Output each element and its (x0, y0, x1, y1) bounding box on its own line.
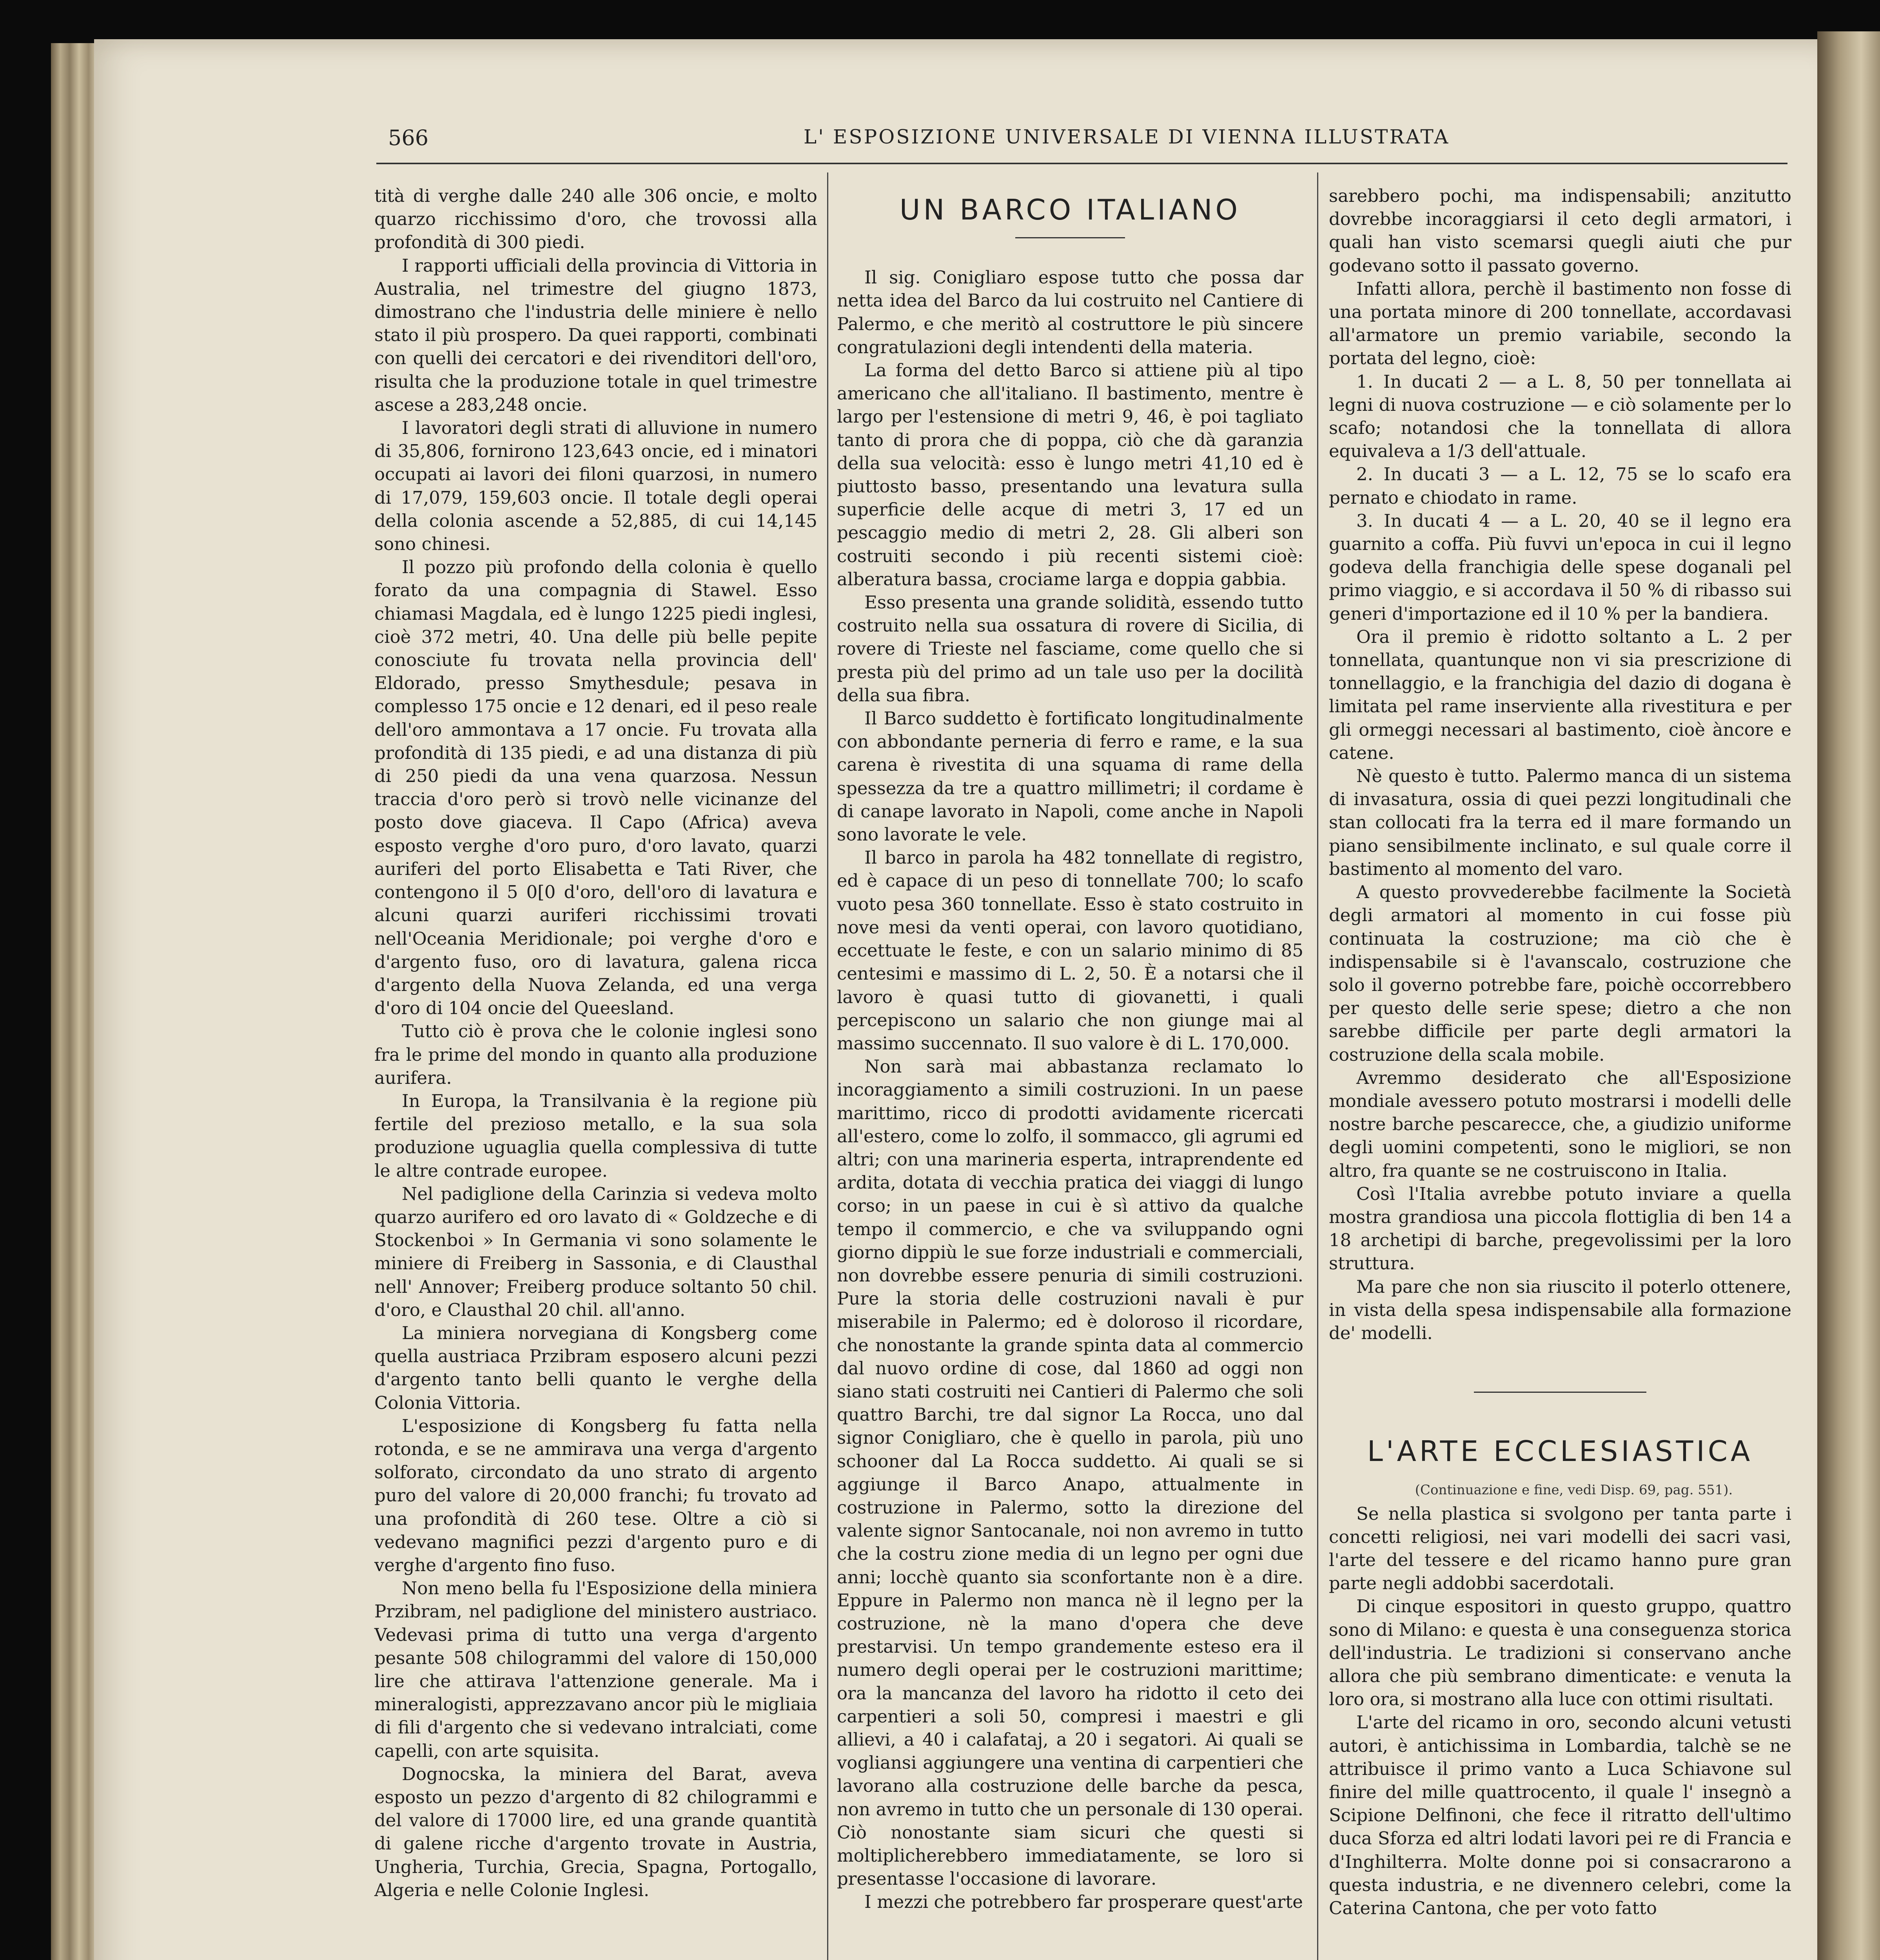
paragraph: 2. In ducati 3 — a L. 12, 75 se lo scafo era pernato e chiodato in rame. (1329, 464, 1791, 508)
facing-page-edge (1817, 31, 1880, 1960)
paragraph: sarebbero pochi, ma indispensabili; anzitutto dovrebbe incoraggiarsi il ceto degli armatori, i quali han visto scemarsi quegli aiuti che pur godevano sotto il passato governo. (1329, 185, 1791, 276)
paragraph: Esso presenta una grande solidità, essendo tutto costruito nella sua ossatura di rovere di Sicilia, di rovere di Trieste nel fasciame, come quello che si presta più del primo ad un tale uso per la docilità della sua fibra. (837, 592, 1303, 706)
paragraph: Infatti allora, perchè il bastimento non fosse di una portata minore di 200 tonnellate, accordavasi all'armatore un premio variabile, secondo la portata del legno, cioè: (1329, 278, 1791, 369)
column-2 (837, 184, 1303, 1914)
column-divider (827, 172, 828, 1960)
paragraph: Dognocska, la miniera del Barat, aveva esposto un pezzo d'argento di 82 chilogrammi e del valore di 17000 lire, ed una grande quantità di galene ricche d'argento trovate in Austria, Ungheria, Turchia, Grecia, Spagna, Portogallo, Algeria e nelle Colonie Inglesi. (374, 1763, 817, 1900)
paragraph: tità di verghe dalle 240 alle 306 oncie, e molto quarzo ricchissimo d'oro, che trovossi alla profondità di 300 piedi. (374, 185, 817, 253)
paragraph: Così l'Italia avrebbe potuto inviare a quella mostra grandiosa una piccola flottiglia di ben 14 a 18 archetipi di barche, pregevolissimi per la loro struttura. (1329, 1183, 1791, 1274)
paragraph: Ma pare che non sia riuscito il poterlo ottenere, in vista della spesa indispensabile alla formazione de' modelli. (1329, 1276, 1791, 1343)
paragraph: Ora il premio è ridotto soltanto a L. 2 per tonnellata, quantunque non vi sia prescrizione di tonnellaggio, e la franchigia del dazio di dogana è limitata pel rame inserviente alla rivestitura e per gli ormeggi necessari al bastimento, cioè àncore e catene. (1329, 626, 1791, 763)
section-rule (1474, 1392, 1646, 1393)
column-1 (374, 184, 817, 1960)
page-number: 566 (388, 125, 429, 150)
paragraph: Il sig. Conigliaro espose tutto che possa dar netta idea del Barco da lui costruito nel Cantiere di Palermo, e che meritò al costruttore le più sincere congratulazioni degli intendenti della materia. (837, 267, 1303, 358)
paragraph: L'arte del ricamo in oro, secondo alcuni vetusti autori, è antichissima in Lombardia, talchè se ne attribuisce il primo vanto a Luca Schiavone sul finire del mille quattrocento, il quale l' insegnò a Scipione Delfinoni, che fece il ritratto dell'ultimo duca Sforza ed altri lodati lavori pei re di Francia e d'Inghilterra. Molte donne poi si consacrarono a questa industria, e ne divennero celebri, come la Caterina Cantona, che per voto fatto (1329, 1712, 1791, 1919)
paragraph: Non meno bella fu l'Esposizione della miniera Przibram, nel padiglione del ministero austriaco. Vedevasi prima di tutto una verga d'argento pesante 508 chilogrammi del valore di 150,000 lire che attirava l'attenzione generale. Ma i mineralogisti, apprezzavano ancor più le migliaia di fili d'argento che si vedevano intralciati, come capelli, con arte squisita. (374, 1578, 817, 1761)
continuation-note: (Continuazione e fine, vedi Disp. 69, pag. 551). (1415, 1482, 1733, 1498)
paragraph: 3. In ducati 4 — a L. 20, 40 se il legno era guarnito a coffa. Più fuvvi un'epoca in cui il legno godeva della franchigia delle spese doganali pel primo viaggio, e si accordava il 50 % di ribasso sui generi d'importazione ed il 10 % per la bandiera. (1329, 510, 1791, 624)
column-3 (1329, 184, 1791, 1920)
paragraph: Non sarà mai abbastanza reclamato lo incoraggiamento a simili costruzioni. In un paese marittimo, ricco di prodotti avidamente ricercati all'estero, come lo zolfo, il sommacco, gli agrumi ed altri; con una marineria esperta, intraprendente ed ardita, dotata di vecchia pratica dei viaggi di lungo corso; in un paese in cui è sì attivo da qualche tempo il commercio, e che va sviluppando ogni giorno dippiù le sue forze industriali e commerciali, non dovrebbe essere penuria di simili costruzioni. Pure la storia delle costruzioni navali è pur miserabile in Palermo; ed è doloroso il ricordare, che nonostante la grande spinta data al commercio dal nuovo ordine di cose, dal 1860 ad oggi non siano stati costruiti nei Cantieri di Palermo che soli quattro Barchi, tre dal signor La Rocca, uno dal signor Conigliaro, che è quello in parola, più uno schooner dal La Rocca suddetto. Ai quali se si aggiunge il Barco Anapo, attualmente in costruzione in Palermo, sotto la direzione del valente signor Santocanale, noi non avremo in tutto che la costru zione media di un legno per ogni due anni; locchè quanto sia sconfortante non è a dire. Eppure in Palermo non manca nè il legno per la costruzione, nè la mano d'opera che deve prestarvisi. Un tempo grandemente esteso era il numero degli operai per le costruzioni marittime; ora la mancanza del lavoro ha ridotto il ceto dei carpentieri a soli 50, compresi i maestri e gli allievi, a 40 i calafataj, a 20 i segatori. Ai quali se vogliansi aggiungere una ventina di carpentieri che lavorano alla costruzione delle barche da pesca, non avremo in tutto che un personale di 130 operai. Ciò nonostante siam sicuri che questi si moltiplicherebbero immediatamente, se loro si presentasse l'occasione di lavorare. (837, 1056, 1303, 1889)
paragraph: Se nella plastica si svolgono per tanta parte i concetti religiosi, nei vari modelli dei sacri vasi, l'arte del tessere e del ricamo hanno pure gran parte negli addobbi sacerdotali. (1329, 1503, 1791, 1594)
section-title: L'ARTE ECCLESIASTICA (1367, 1435, 1753, 1468)
paragraph: Avremmo desiderato che all'Esposizione mondiale avessero potuto mostrarsi i modelli delle nostre barche pescarecce, che, a giudizio uniforme degli uomini competenti, sono le migliori, se non altro, fra quante se ne costruiscono in Italia. (1329, 1067, 1791, 1181)
paragraph: I mezzi che potrebbero far prosperare quest'arte (864, 1891, 1303, 1913)
paragraph: Tutto ciò è prova che le colonie inglesi sono fra le prime del mondo in quanto alla produzione aurifera. (374, 1021, 817, 1088)
paragraph: Di cinque espositori in questo gruppo, quattro sono di Milano: e questa è una conseguenza storica dell'industria. Le tradizioni si conservano anche allora che più sembrano dimenticate: e venuta la loro ora, si mostrano alla luce con ottimi risultati. (1329, 1596, 1791, 1710)
paragraph: 1. In ducati 2 — a L. 8, 50 per tonnellata ai legni di nuova costruzione — e ciò solamente per lo scafo; notandosi che la tonnellata di allora equivaleva a 1/3 dell'attuale. (1329, 371, 1791, 462)
book-edge (51, 43, 98, 1960)
paragraph: I rapporti ufficiali della provincia di Vittoria in Australia, nel trimestre del giugno 1873, dimostrano che l'industria delle miniere è nello stato il più prospero. Da quei rapporti, combinati con quelli dei cercatori e dei rivenditori dell'oro, risulta che la produzione totale in quel trimestre ascese a 283,248 oncie. (374, 255, 817, 415)
paragraph: A questo provvederebbe facilmente la Società degli armatori al momento in cui fosse più continuata la costruzione; ma ciò che è indispensabile si è l'avanscalo, costruzione che solo il governo potrebbe fare, poichè occorrebbero per questo delle serie spese; dietro a che non sarebbe difficile per parte degli armatori la costruzione della scala mobile. (1329, 882, 1791, 1065)
title-rule (1015, 237, 1125, 238)
paragraph: La forma del detto Barco si attiene più al tipo americano che all'italiano. Il bastimento, mentre è largo per l'estensione di metri 9, 46, è poi tagliato tanto di prora che di poppa, ciò che dà garanzia della sua velocità: esso è lungo metri 41,10 ed è piuttosto basso, presentando una levatura sulla superficie delle acque di metri 3, 17 ed un pescaggio medio di metri 2, 28. Gli alberi son costruiti secondo i più recenti sistemi cioè: alberatura bassa, crociame larga e doppia gabbia. (837, 360, 1303, 590)
header-rule (376, 163, 1787, 164)
column-divider (1317, 172, 1318, 1960)
paragraph: In Europa, la Transilvania è la regione più fertile del prezioso metallo, e la sua sola produzione uguaglia quella complessiva di tutte le altre contrade europee. (374, 1090, 817, 1181)
paragraph: Il pozzo più profondo della colonia è quello forato da una compagnia di Stawel. Esso chiamasi Magdala, ed è lungo 1225 piedi inglesi, cioè 372 metri, 40. Una delle più belle pepite conosciute fu trovata nella provincia dell' Eldorado, presso Smythesdule; pesava in complesso 175 oncie e 12 denari, ed il peso reale dell'oro ammontava a 17 oncie. Fu trovata alla profondità di 135 piedi, e ad una distanza di più di 250 piedi da una vena quarzosa. Nessun traccia d'oro però si trovò nelle vicinanze del posto dove giaceva. Il Capo (Africa) aveva esposto verghe d'oro puro, d'oro lavato, quarzi auriferi del porto Elisabetta e Tati River, che contengono il 5 0[0 d'oro, dell'oro di lavatura e alcuni quarzi auriferi ricchissimi trovati nell'Oceania Meridionale; poi verghe d'oro e d'argento fuso, oro di lavatura, galena ricca d'argento della Nuova Zelanda, ed una verga d'oro di 104 oncie del Queesland. (374, 557, 817, 1019)
paragraph: La miniera norvegiana di Kongsberg come quella austriaca Przibram esposero alcuni pezzi d'argento tanto belli quanto le verghe della Colonia Vittoria. (374, 1322, 817, 1413)
section-title: UN BARCO ITALIANO (899, 193, 1241, 226)
paragraph: L'esposizione di Kongsberg fu fatta nella rotonda, e se ne ammirava una verga d'argento solforato, circondato da uno strato di argento puro del valore di 20,000 franchi; fu trovato ad una profondità di 260 tese. Oltre a ciò si vedevano magnifici pezzi d'argento puro e di verghe d'argento fino fuso. (374, 1415, 817, 1575)
running-head: L' ESPOSIZIONE UNIVERSALE DI VIENNA ILLUSTRATA (804, 125, 1450, 148)
paragraph: Nè questo è tutto. Palermo manca di un sistema di invasatura, ossia di quei pezzi longitudinali che stan collocati fra la terra ed il mare formando un piano sensibilmente inclinato, e sul quale corre il bastimento al momento del varo. (1329, 766, 1791, 879)
paragraph: I lavoratori degli strati di alluvione in numero di 35,806, fornirono 123,643 oncie, ed i minatori occupati ai lavori dei filoni quarzosi, in numero di 17,079, 159,603 oncie. Il totale degli operai della colonia ascende a 52,885, di cui 14,145 sono chinesi. (374, 417, 817, 555)
paragraph: Il Barco suddetto è fortificato longitudinalmente con abbondante perneria di ferro e rame, e la sua carena è rivestita di una squama di rame della spessezza da tre a quattro millimetri; il cordame è di canape lavorato in Napoli, come anche in Napoli sono lavorate le vele. (837, 708, 1303, 845)
paragraph: Nel padiglione della Carinzia si vedeva molto quarzo aurifero ed oro lavato di « Goldzeche e di Stockenboi » In Germania vi sono solamente le miniere di Freiberg in Sassonia, e di Clausthal nell' Annover; Freiberg produce soltanto 50 chil. d'oro, e Clausthal 20 chil. all'anno. (374, 1183, 817, 1320)
page-header (388, 125, 1450, 161)
paragraph: Il barco in parola ha 482 tonnellate di registro, ed è capace di un peso di tonnellate 700; lo scafo vuoto pesa 360 tonnellate. Esso è stato costruito in nove mesi da venti operai, con lavoro quotidiano, eccettuate le feste, e con un salario minimo di 85 centesimi e massimo di L. 2, 50. È a notarsi che il lavoro è quasi tutto di giovanetti, i quali percepiscono un salario che non giunge mai al massimo succennato. Il suo valore è di L. 170,000. (837, 847, 1303, 1054)
